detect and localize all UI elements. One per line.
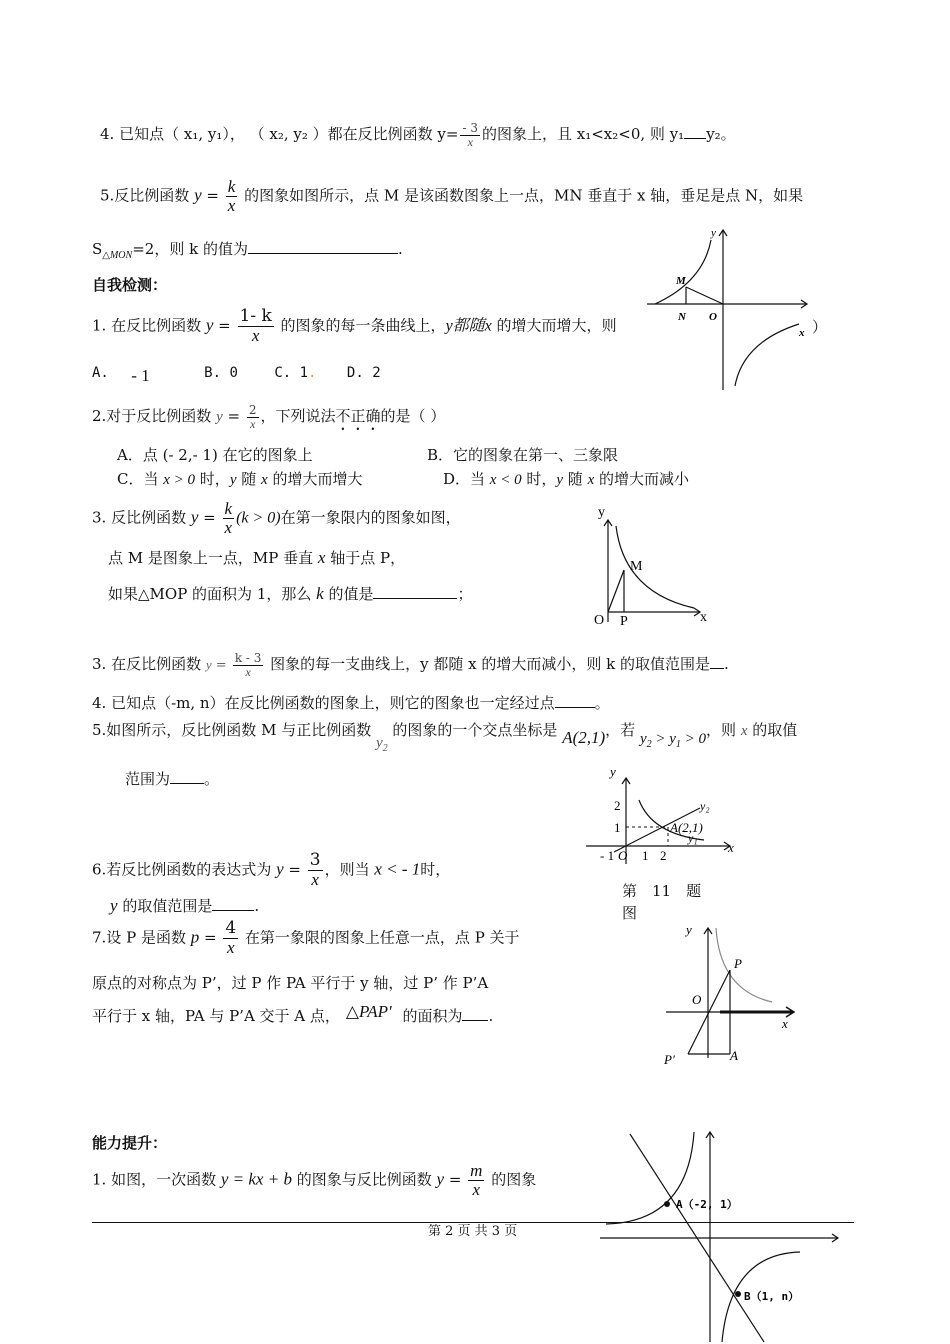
label-y: y: [711, 227, 716, 239]
answer-blank[interactable]: [373, 598, 457, 599]
segment-om: [608, 570, 624, 612]
label-b: B（1, n）: [744, 1290, 800, 1303]
section-heading-self-test: 自我检测：: [92, 276, 168, 294]
self-test-question-2: 2.对于反比例函数 y = $\frac{2}{x}$ ，下列说法不正确的是（ ）: [92, 403, 446, 431]
figure-caption: 第 11 题: [622, 882, 702, 900]
label-y: y: [610, 764, 616, 779]
self-test-question-6: 6.若反比例函数的表达式为 y = $\frac{3}{x}$ ，则当 x < - 1时，: [92, 850, 451, 889]
option-a[interactable]: A．点 (- 2,- 1) 在它的图象上: [117, 446, 313, 464]
label-m: M: [630, 559, 643, 574]
fraction: $\frac{k - 3}{x}$: [234, 651, 262, 679]
label-n: N: [678, 311, 686, 323]
page-footer: 第 2 页 共 3 页: [428, 1224, 518, 1239]
point-a: [664, 1201, 670, 1207]
label-x: x: [700, 610, 707, 625]
self-test-question-3b: 3. 在反比例函数 y = $\frac{k - 3}{x}$ 图象的每一支曲线上，y 都随 x 的增大而减小，则 k 的取值范围是 .: [92, 651, 729, 679]
figure-intersection-a: [584, 760, 740, 870]
figure-linear-hyperbola: [600, 1126, 846, 1344]
hyperbola-branch-4: [735, 324, 799, 386]
label-x: x: [782, 1016, 788, 1031]
hyperbola: [616, 526, 694, 608]
self-test-question-6-line2: y 的取值范围是 .: [110, 896, 260, 915]
answer-blank[interactable]: [684, 138, 706, 139]
answer-blank[interactable]: [462, 1020, 488, 1021]
option-d[interactable]: D. 2: [346, 365, 381, 381]
ability-question-1: 1. 如图，一次函数 y = kx + b 的图象与反比例函数 y = $\frac{m}{x}$ 的图象: [92, 1161, 537, 1199]
hyperbola: [716, 928, 772, 1002]
option-a[interactable]: A.: [92, 365, 109, 381]
fraction: $\frac{k}{x}$: [224, 499, 233, 537]
label-o: O: [692, 992, 702, 1007]
fraction: $\frac{- 3}{x}$: [462, 121, 478, 149]
fraction: $\frac{k}{x}$: [227, 177, 236, 215]
label-m: M: [676, 275, 686, 287]
label-a: A: [730, 1048, 738, 1063]
paren-close: ）: [812, 318, 828, 336]
label-x: x: [728, 840, 734, 855]
option-c[interactable]: C．当 x > 0 时，y 随 x 的增大而增大: [117, 470, 363, 488]
label-p-prime: P′: [664, 1052, 675, 1067]
label-x: x: [799, 327, 805, 339]
figure-hyperbola-mop: [588, 500, 718, 630]
answer-blank[interactable]: [248, 253, 398, 254]
label-o: O: [709, 311, 717, 323]
label-a: A（-2, 1）: [676, 1198, 738, 1211]
label-p: P: [734, 956, 742, 971]
self-test-question-1-options: A. - 1 B. 0 C. 1. D. 2: [92, 365, 381, 385]
self-test-question-7-line3: 平行于 x 轴，PA 与 P’A 交于 A 点， △PAP′ 的面积为 .: [92, 1002, 494, 1025]
label-y: y: [686, 922, 692, 937]
fraction: $\frac{m}{x}$: [470, 1161, 483, 1199]
question-text: 的图象上，且 x₁<x₂<0, 则 y₁: [482, 125, 685, 144]
tick-x1: 1: [642, 848, 649, 863]
self-test-question-5-line2: 范围为 。: [125, 770, 220, 788]
question-4-warmup: 4. 已知点（ x₁, y₁）， （ x₂, y₂ ）都在反比例函数 y= $\frac{- 3}{x}$ 的图象上，且 x₁<x₂<0, 则 y₁ y₂。: [100, 121, 736, 149]
option-b[interactable]: B. 0: [204, 365, 238, 381]
question-5-warmup-line2: $S_{\triangle MON}=2$，则 k 的值为 .: [92, 240, 403, 261]
self-test-question-1: 1. 在反比例函数 y = $\frac{1- k}{x}$ 的图象的每一条曲线上，y都随x 的增大而增大，则: [92, 306, 617, 345]
fraction: $\frac{1- k}{x}$: [239, 306, 272, 345]
self-test-question-3-line2: 点 M 是图象上一点，MP 垂直 x 轴于点 P，: [108, 548, 406, 567]
fraction: $\frac{4}{x}$: [225, 918, 237, 957]
label-p: P: [620, 614, 628, 629]
point-b: [735, 1291, 741, 1297]
self-test-question-4: 4. 已知点（-m, n）在反比例函数的图象上，则它的图象也一定经过点 。: [92, 694, 610, 712]
self-test-question-7-line2: 原点的对称点为 P’，过 P 作 PA 平行于 y 轴，过 P’ 作 P’A: [92, 974, 489, 992]
self-test-question-5: 5.如图所示，反比例函数 M 与正比例函数 $y_2$ 的图象的一个交点坐标是 A(2,1)，若 $y_2 > y_1 > 0$，则 x 的取值: [92, 721, 798, 754]
answer-blank[interactable]: [555, 707, 595, 708]
label-o: O: [594, 613, 605, 628]
answer-blank[interactable]: [170, 783, 204, 784]
tick-neg1: - 1: [600, 848, 615, 863]
segment-mo: [686, 287, 723, 304]
self-test-question-3: 3. 反比例函数 y = $\frac{k}{x}$ (k > 0)在第一象限内的图象如图，: [92, 499, 461, 537]
section-heading-ability: 能力提升：: [92, 1134, 168, 1152]
tick-1: 1: [614, 820, 621, 835]
option-d[interactable]: D．当 x < 0 时，y 随 x 的增大而减小: [443, 470, 690, 488]
label-o: O: [618, 848, 628, 863]
option-b[interactable]: B．它的图象在第一、三象限: [427, 446, 619, 464]
answer-blank[interactable]: [212, 910, 254, 911]
self-test-question-3-line3: 如果△MOP 的面积为 1，那么 k 的值是 ；: [108, 584, 473, 603]
figure-hyperbola-pap: [656, 920, 806, 1070]
self-test-question-7: 7.设 P 是函数 p = $\frac{4}{x}$ 在第一象限的图象上任意一点，点 P 关于: [92, 918, 520, 957]
fraction: $\frac{3}{x}$: [309, 850, 321, 889]
question-text: 已知点（ x₁, y₁）， （ x₂, y₂ ）都在反比例函数 y=: [119, 125, 459, 144]
option-c[interactable]: C. 1: [274, 365, 309, 381]
label-a: A(2,1): [670, 820, 703, 835]
tick-2: 2: [614, 798, 621, 813]
fraction: $\frac{2}{x}$: [248, 403, 257, 431]
figure-caption-line2: 图: [622, 904, 638, 922]
label-y: y: [598, 505, 605, 520]
tick-x2: 2: [660, 848, 667, 863]
label-y1: y₁: [688, 831, 698, 845]
label-y2: y₂: [700, 799, 710, 813]
question-number: 4.: [100, 125, 115, 144]
answer-blank[interactable]: [710, 668, 724, 669]
figure-hyperbola-mn: [645, 224, 835, 392]
question-5-warmup: 5.反比例函数 y = $\frac{k}{x}$ 的图象如图所示，点 M 是该函数图象上一点，MN 垂直于 x 轴，垂足是点 N，如果: [100, 177, 804, 215]
